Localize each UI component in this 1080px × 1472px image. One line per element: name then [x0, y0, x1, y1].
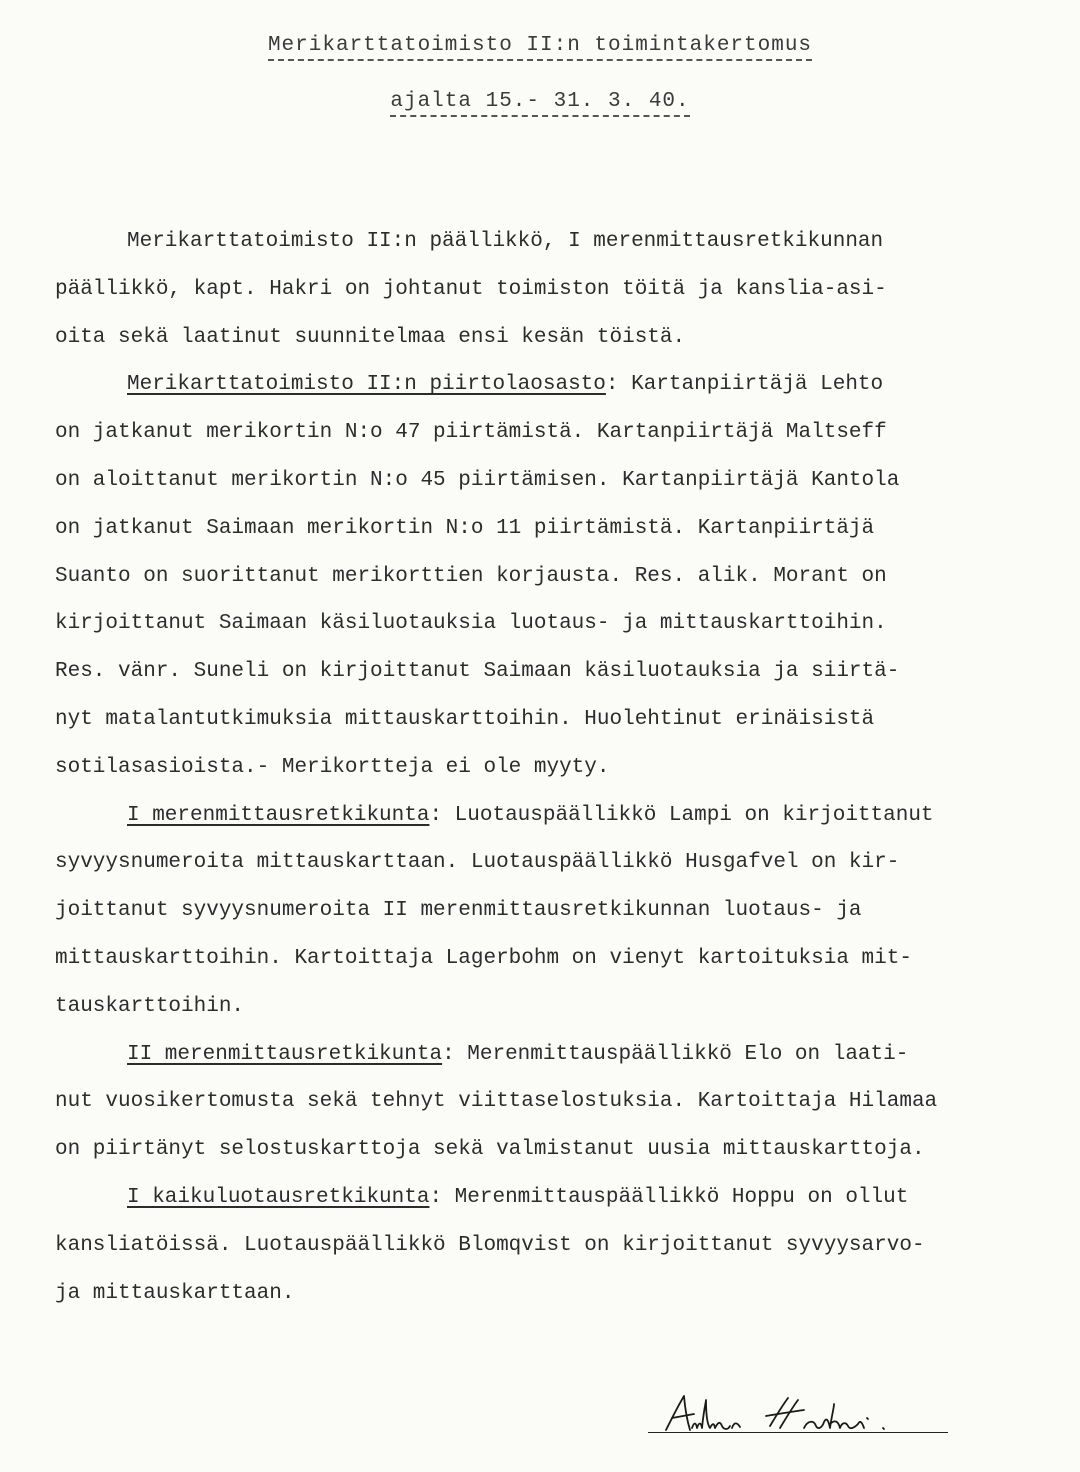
text-line: on aloittanut merikortin N:o 45 piirtämisen. Kartanpiirtäjä Kantola [55, 468, 900, 492]
paragraph-survey-expedition-2 [55, 1031, 1035, 1174]
handwritten-signature [658, 1388, 958, 1448]
text-line-rest: : Kartanpiirtäjä Lehto [605, 373, 884, 397]
signature-line [648, 1432, 948, 1433]
document-title [0, 34, 1080, 57]
document-body [55, 218, 1035, 1317]
text-line-rest: : Merenmittauspäällikkö Hoppu on ollut [429, 1185, 909, 1209]
document-period [0, 90, 1080, 113]
text-line: Res. vänr. Suneli on kirjoittanut Saimaan käsiluotauksia ja siirtä- [55, 660, 900, 684]
text-line: tauskarttoihin. [55, 994, 245, 1018]
paragraph-echo-sounding-expedition [55, 1174, 1035, 1317]
section-heading: I kaikuluotausretkikunta [127, 1185, 430, 1209]
text-line: nut vuosikertomusta sekä tehnyt viittaselostuksia. Kartoittaja Hilamaa [55, 1090, 938, 1114]
paragraph-intro [55, 218, 1035, 361]
text-line: joittanut syvyysnumeroita II merenmittausretkikunnan luotaus- ja [55, 899, 862, 923]
text-line [55, 792, 1035, 840]
paragraph-survey-expedition-1 [55, 792, 1035, 1031]
text-line: syvyysnumeroita mittauskarttaan. Luotauspäällikkö Husgafvel on kir- [55, 851, 900, 875]
text-line: on jatkanut merikortin N:o 47 piirtämistä. Kartanpiirtäjä Maltseff [55, 421, 887, 445]
text-line: on jatkanut Saimaan merikortin N:o 11 piirtämistä. Kartanpiirtäjä [55, 516, 875, 540]
document-title-text: Merikarttatoimisto II:n toimintakertomus [268, 34, 812, 61]
text-line: ja mittauskarttaan. [55, 1281, 295, 1305]
text-line-rest: : Merenmittauspäällikkö Elo on laati- [442, 1042, 909, 1066]
text-line [55, 1174, 1035, 1222]
text-line: kirjoittanut Saimaan käsiluotauksia luotaus- ja mittauskarttoihin. [55, 612, 887, 636]
text-line: oita sekä laatinut suunnitelmaa ensi kesän töistä. [55, 325, 686, 349]
document-period-text: ajalta 15.- 31. 3. 40. [390, 90, 689, 117]
section-heading: I merenmittausretkikunta [127, 803, 430, 827]
text-line: sotilasasioista.- Merikortteja ei ole myyty. [55, 755, 610, 779]
text-line: on piirtänyt selostuskarttoja sekä valmistanut uusia mittauskarttoja. [55, 1138, 925, 1162]
text-line: Suanto on suorittanut merikorttien korjausta. Res. alik. Morant on [55, 564, 887, 588]
text-line-rest: : Luotauspäällikkö Lampi on kirjoittanut [429, 803, 934, 827]
section-heading: Merikarttatoimisto II:n piirtolaosasto [127, 373, 606, 397]
text-line [55, 1031, 1035, 1079]
text-line: kansliatöissä. Luotauspäällikkö Blomqvist on kirjoittanut syvyysarvo- [55, 1233, 925, 1257]
paragraph-drawing-section [55, 361, 1035, 791]
section-heading: II merenmittausretkikunta [127, 1042, 443, 1066]
text-line: päällikkö, kapt. Hakri on johtanut toimiston töitä ja kanslia-asi- [55, 277, 887, 301]
text-line: Merikarttatoimisto II:n päällikkö, I merenmittausretkikunnan [127, 230, 884, 253]
text-line: mittauskarttoihin. Kartoittaja Lagerbohm on vienyt kartoituksia mit- [55, 946, 912, 970]
text-line: nyt matalantutkimuksia mittauskarttoihin. Huolehtinut erinäisistä [55, 707, 875, 731]
text-line [55, 361, 1035, 409]
